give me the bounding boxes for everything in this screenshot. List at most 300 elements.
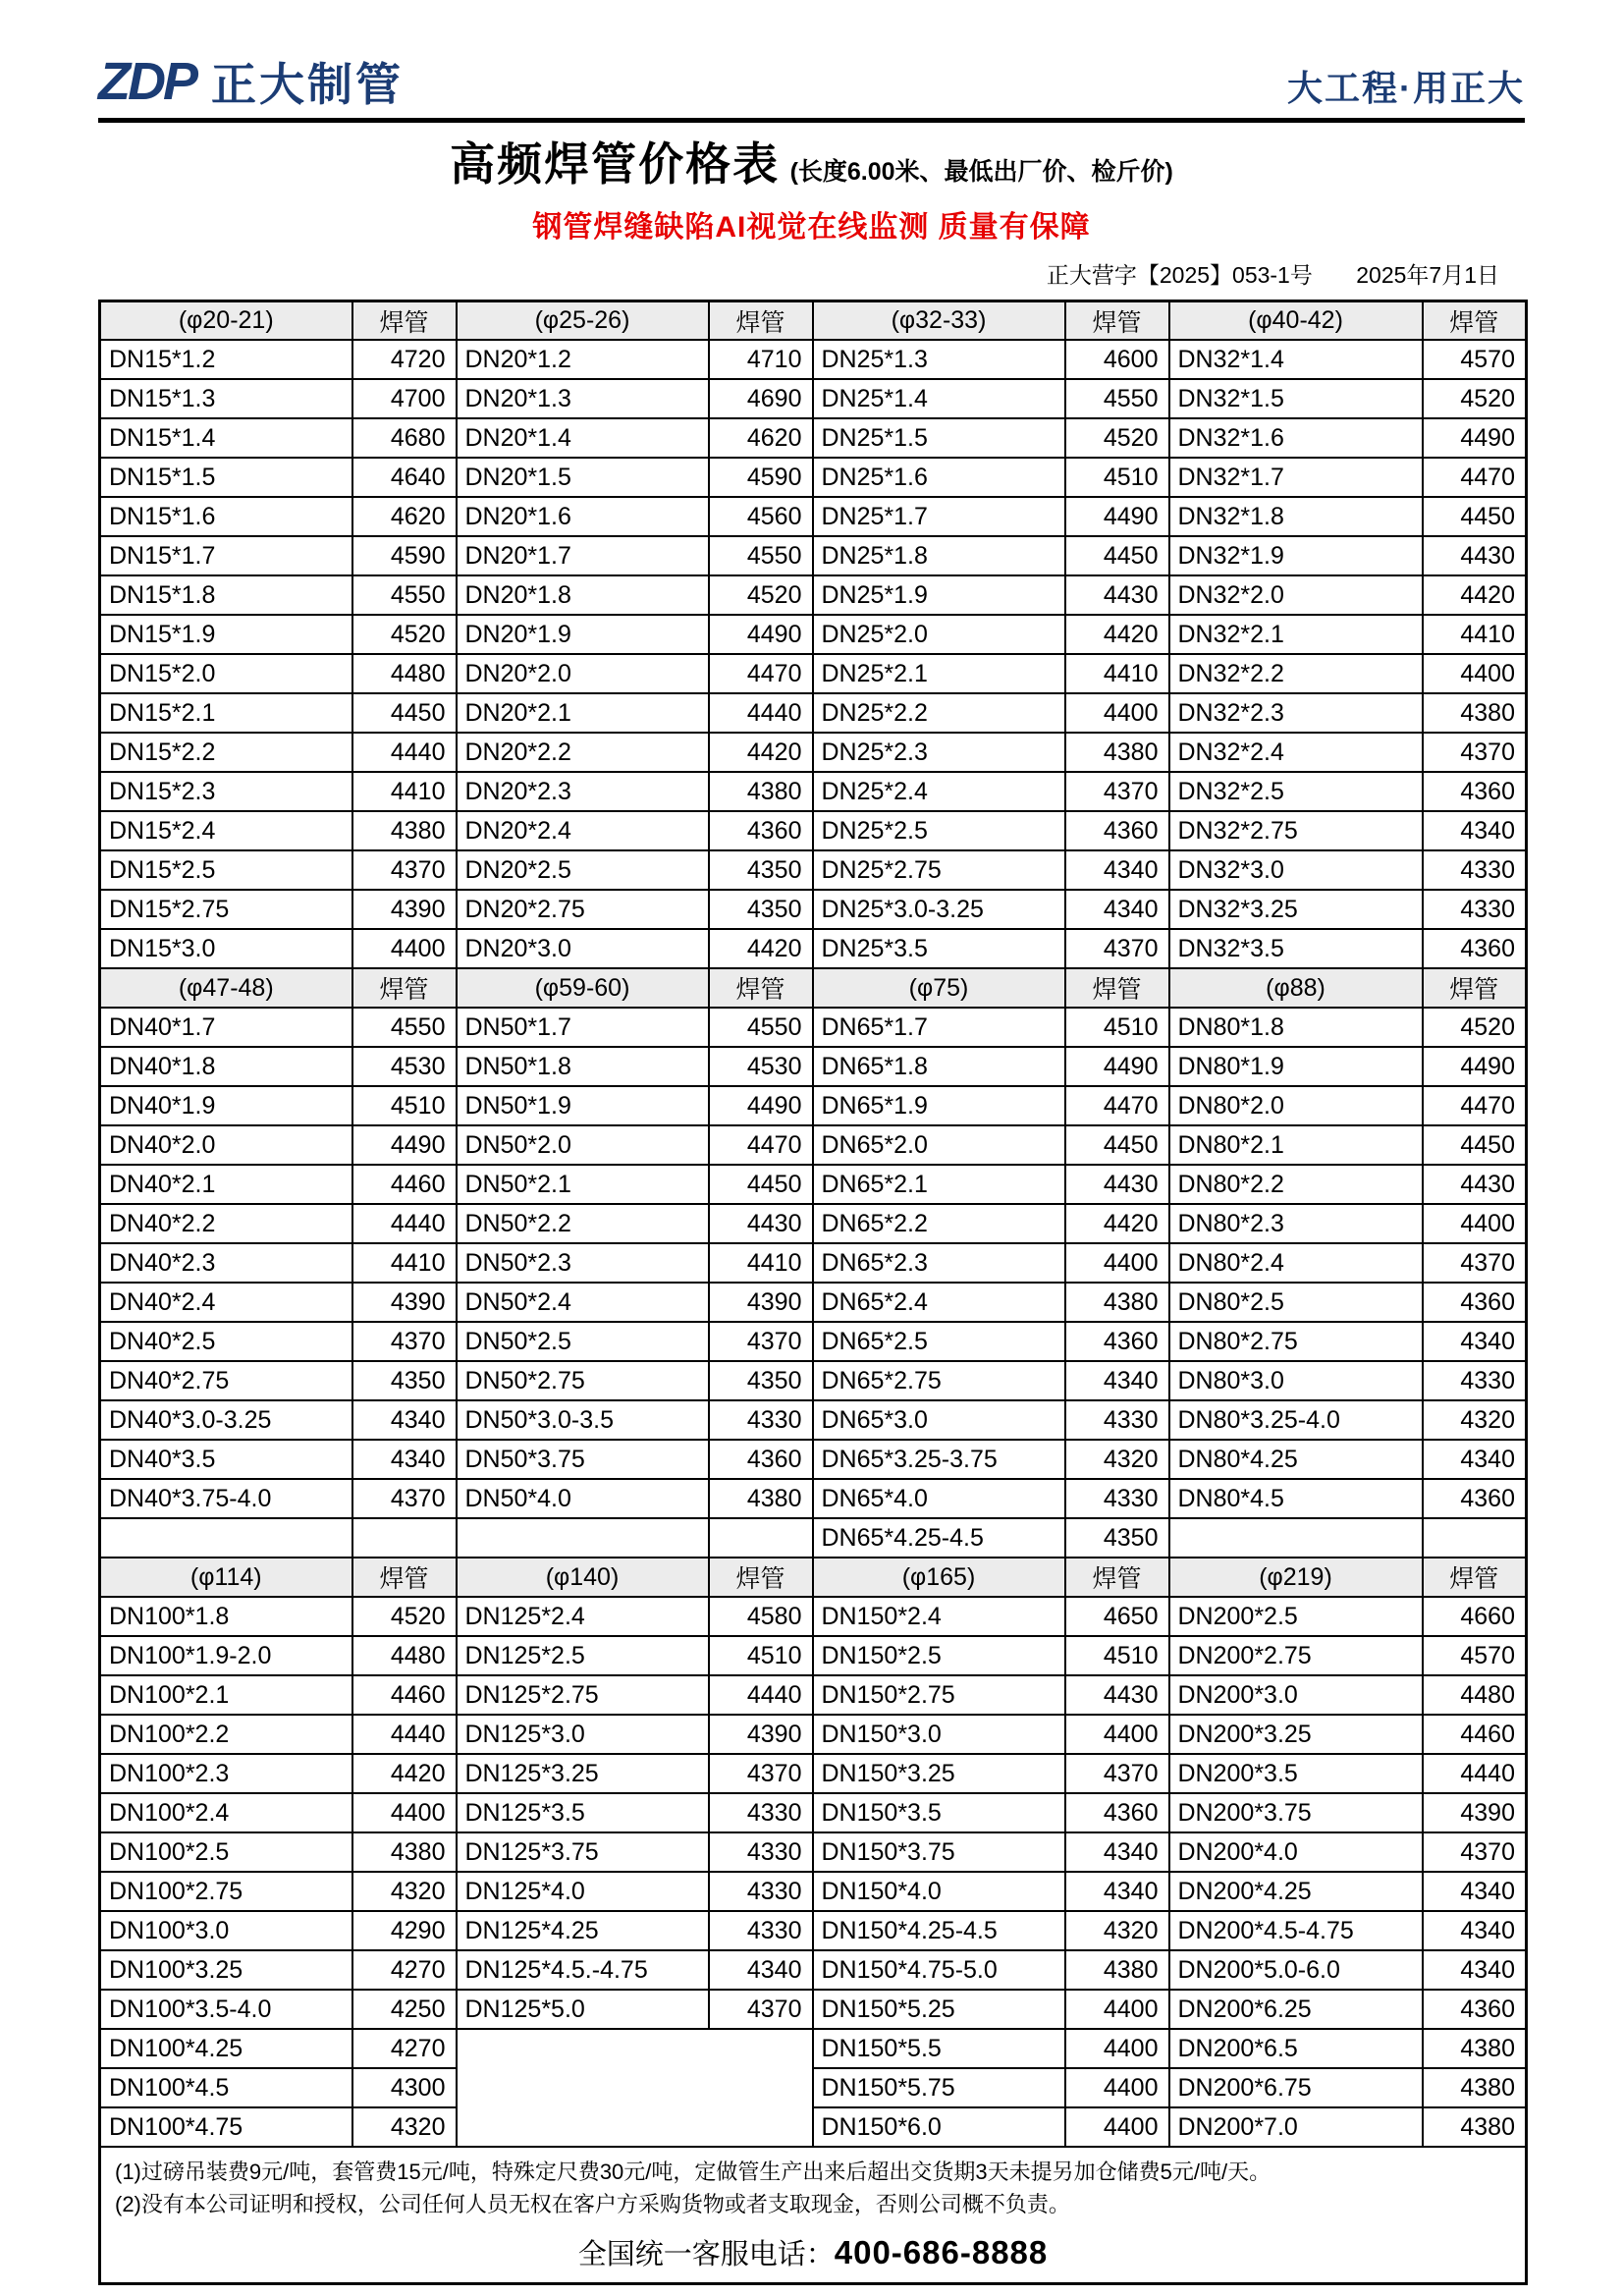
spec-cell: DN40*2.1 (100, 1165, 352, 1204)
price-row (100, 1165, 1527, 1204)
price-cell: 4340 (1065, 1872, 1169, 1911)
spec-cell (457, 2029, 813, 2147)
spec-cell: DN15*3.0 (100, 929, 352, 968)
diameter-group-header: (φ219) (1169, 1558, 1423, 1597)
price-table (98, 300, 1528, 2286)
spec-cell: DN20*2.75 (457, 890, 709, 929)
spec-cell: DN25*1.9 (813, 575, 1065, 615)
price-row (100, 615, 1527, 654)
spec-cell: DN150*5.75 (813, 2068, 1065, 2107)
price-cell: 4320 (1065, 1440, 1169, 1479)
price-cell: 4510 (352, 1086, 457, 1125)
spec-cell: DN100*2.3 (100, 1754, 352, 1793)
price-cell: 4380 (352, 1832, 457, 1872)
spec-cell: DN200*4.25 (1169, 1872, 1423, 1911)
spec-cell: DN15*2.75 (100, 890, 352, 929)
price-cell: 4340 (1065, 850, 1169, 890)
price-column-header: 焊管 (1423, 1558, 1527, 1597)
spec-cell: DN25*2.1 (813, 654, 1065, 693)
price-cell: 4520 (709, 575, 813, 615)
price-row (100, 1793, 1527, 1832)
spec-cell: DN100*4.25 (100, 2029, 352, 2068)
price-row (100, 1086, 1527, 1125)
spec-cell: DN150*3.75 (813, 1832, 1065, 1872)
price-cell: 4430 (1423, 536, 1527, 575)
spec-cell: DN200*3.0 (1169, 1675, 1423, 1715)
spec-cell: DN125*2.75 (457, 1675, 709, 1715)
price-cell: 4390 (352, 890, 457, 929)
price-cell: 4450 (709, 1165, 813, 1204)
price-cell: 4460 (352, 1675, 457, 1715)
price-cell: 4390 (709, 1283, 813, 1322)
price-cell: 4320 (352, 1872, 457, 1911)
spec-cell: DN65*3.0 (813, 1400, 1065, 1440)
price-row (100, 1283, 1527, 1322)
spec-cell: DN20*2.5 (457, 850, 709, 890)
price-cell: 4400 (1065, 2029, 1169, 2068)
spec-cell: DN20*1.4 (457, 418, 709, 458)
spec-cell: DN200*3.5 (1169, 1754, 1423, 1793)
price-cell: 4360 (1065, 1793, 1169, 1832)
spec-cell: DN100*4.75 (100, 2107, 352, 2147)
spec-cell: DN25*2.3 (813, 733, 1065, 772)
spec-cell: DN50*4.0 (457, 1479, 709, 1518)
price-cell: 4370 (1065, 929, 1169, 968)
price-cell: 4400 (1065, 1715, 1169, 1754)
price-column-header: 焊管 (1065, 1558, 1169, 1597)
spec-cell: DN32*1.5 (1169, 379, 1423, 418)
spec-cell: DN100*1.8 (100, 1597, 352, 1636)
spec-cell: DN15*1.3 (100, 379, 352, 418)
price-cell: 4690 (709, 379, 813, 418)
price-cell: 4400 (1065, 2068, 1169, 2107)
spec-cell: DN80*4.25 (1169, 1440, 1423, 1479)
price-cell: 4350 (709, 890, 813, 929)
price-table-body (100, 301, 1527, 2147)
spec-cell: DN32*2.3 (1169, 693, 1423, 733)
price-cell: 4460 (352, 1165, 457, 1204)
price-cell: 4590 (709, 458, 813, 497)
price-cell: 4490 (1065, 497, 1169, 536)
price-cell: 4720 (352, 340, 457, 379)
spec-cell: DN50*2.4 (457, 1283, 709, 1322)
price-row (100, 2107, 1527, 2147)
page-header (98, 35, 1525, 111)
price-column-header: 焊管 (709, 968, 813, 1008)
spec-cell: DN40*2.3 (100, 1243, 352, 1283)
price-cell: 4420 (1423, 575, 1527, 615)
price-cell: 4480 (1423, 1675, 1527, 1715)
price-cell: 4590 (352, 536, 457, 575)
price-row (100, 890, 1527, 929)
price-cell: 4370 (1423, 1243, 1527, 1283)
price-cell: 4360 (1423, 1479, 1527, 1518)
spec-cell: DN25*2.2 (813, 693, 1065, 733)
section-header-row (100, 1558, 1527, 1597)
price-cell: 4360 (1423, 929, 1527, 968)
price-cell: 4510 (1065, 1008, 1169, 1047)
page-title (98, 138, 1525, 191)
price-cell: 4620 (352, 497, 457, 536)
price-row (100, 1754, 1527, 1793)
price-cell: 4380 (1423, 693, 1527, 733)
spec-cell: DN50*2.3 (457, 1243, 709, 1283)
diameter-group-header: (φ40-42) (1169, 301, 1423, 340)
price-row (100, 1518, 1527, 1558)
spec-cell: DN65*2.3 (813, 1243, 1065, 1283)
price-cell: 4490 (1065, 1047, 1169, 1086)
spec-cell: DN20*1.9 (457, 615, 709, 654)
spec-cell: DN25*3.0-3.25 (813, 890, 1065, 929)
price-cell: 4450 (1423, 497, 1527, 536)
spec-cell: DN50*2.75 (457, 1361, 709, 1400)
price-cell: 4330 (709, 1911, 813, 1950)
spec-cell: DN80*1.8 (1169, 1008, 1423, 1047)
price-cell: 4370 (709, 1754, 813, 1793)
price-cell (352, 1518, 457, 1558)
price-cell: 4320 (1423, 1400, 1527, 1440)
price-cell: 4300 (352, 2068, 457, 2107)
price-column-header: 焊管 (1423, 968, 1527, 1008)
spec-cell: DN20*2.1 (457, 693, 709, 733)
price-cell: 4360 (1423, 1990, 1527, 2029)
price-cell: 4270 (352, 1950, 457, 1990)
price-cell: 4420 (1065, 615, 1169, 654)
spec-cell: DN150*3.0 (813, 1715, 1065, 1754)
spec-cell: DN40*2.5 (100, 1322, 352, 1361)
spec-cell: DN20*3.0 (457, 929, 709, 968)
spec-cell: DN32*1.6 (1169, 418, 1423, 458)
spec-cell: DN25*1.6 (813, 458, 1065, 497)
price-cell: 4560 (709, 497, 813, 536)
diameter-group-header: (φ114) (100, 1558, 352, 1597)
spec-cell: DN200*3.25 (1169, 1715, 1423, 1754)
spec-cell: DN100*4.5 (100, 2068, 352, 2107)
price-cell: 4410 (352, 1243, 457, 1283)
spec-cell: DN50*2.5 (457, 1322, 709, 1361)
spec-cell (457, 1518, 709, 1558)
price-cell: 4360 (709, 1440, 813, 1479)
spec-cell: DN32*1.4 (1169, 340, 1423, 379)
price-cell: 4340 (1423, 1911, 1527, 1950)
price-cell: 4600 (1065, 340, 1169, 379)
spec-cell: DN50*1.9 (457, 1086, 709, 1125)
price-cell: 4370 (352, 850, 457, 890)
spec-cell: DN65*2.5 (813, 1322, 1065, 1361)
price-cell: 4340 (1065, 890, 1169, 929)
price-cell: 4370 (352, 1479, 457, 1518)
price-cell: 4430 (1423, 1165, 1527, 1204)
price-cell: 4450 (352, 693, 457, 733)
spec-cell: DN125*4.5.-4.75 (457, 1950, 709, 1990)
spec-cell: DN15*2.5 (100, 850, 352, 890)
spec-cell: DN150*3.5 (813, 1793, 1065, 1832)
price-cell: 4440 (352, 1204, 457, 1243)
spec-cell: DN65*2.0 (813, 1125, 1065, 1165)
spec-cell: DN40*1.8 (100, 1047, 352, 1086)
price-cell: 4370 (709, 1990, 813, 2029)
price-cell: 4550 (709, 536, 813, 575)
spec-cell: DN40*2.4 (100, 1283, 352, 1322)
spec-cell: DN20*2.0 (457, 654, 709, 693)
price-row (100, 1204, 1527, 1243)
header-divider (98, 118, 1525, 123)
price-cell: 4550 (352, 575, 457, 615)
zdp-logo-icon: ZDP (98, 52, 195, 111)
spec-cell: DN25*1.4 (813, 379, 1065, 418)
price-cell: 4680 (352, 418, 457, 458)
spec-cell: DN100*2.1 (100, 1675, 352, 1715)
spec-cell: DN32*2.5 (1169, 772, 1423, 811)
spec-cell: DN100*1.9-2.0 (100, 1636, 352, 1675)
price-row (100, 1872, 1527, 1911)
price-cell: 4360 (1065, 1322, 1169, 1361)
spec-cell: DN25*1.7 (813, 497, 1065, 536)
price-row (100, 2068, 1527, 2107)
price-cell: 4360 (709, 811, 813, 850)
spec-cell: DN20*1.5 (457, 458, 709, 497)
price-cell: 4550 (709, 1008, 813, 1047)
diameter-group-header: (φ32-33) (813, 301, 1065, 340)
spec-cell: DN40*2.0 (100, 1125, 352, 1165)
spec-cell: DN65*2.2 (813, 1204, 1065, 1243)
spec-cell: DN40*2.2 (100, 1204, 352, 1243)
section-header-row (100, 301, 1527, 340)
spec-cell: DN15*1.6 (100, 497, 352, 536)
price-cell: 4420 (709, 929, 813, 968)
price-cell: 4480 (352, 654, 457, 693)
spec-cell (1169, 1518, 1423, 1558)
price-cell: 4570 (1423, 1636, 1527, 1675)
spec-cell: DN100*3.5-4.0 (100, 1990, 352, 2029)
price-cell: 4570 (1423, 340, 1527, 379)
price-cell: 4490 (709, 1086, 813, 1125)
spec-cell: DN32*2.75 (1169, 811, 1423, 850)
spec-cell: DN80*4.5 (1169, 1479, 1423, 1518)
price-cell: 4410 (709, 1243, 813, 1283)
company-logo (98, 52, 404, 111)
diameter-group-header: (φ47-48) (100, 968, 352, 1008)
spec-cell: DN80*2.0 (1169, 1086, 1423, 1125)
price-cell: 4360 (1423, 772, 1527, 811)
spec-cell: DN80*2.1 (1169, 1125, 1423, 1165)
price-row (100, 1597, 1527, 1636)
spec-cell: DN200*6.5 (1169, 2029, 1423, 2068)
price-cell: 4330 (1423, 850, 1527, 890)
notes-cell (100, 2147, 1527, 2284)
price-cell: 4620 (709, 418, 813, 458)
price-cell: 4450 (1065, 536, 1169, 575)
spec-cell: DN40*1.7 (100, 1008, 352, 1047)
price-cell: 4480 (352, 1636, 457, 1675)
spec-cell: DN65*2.75 (813, 1361, 1065, 1400)
price-cell: 4350 (352, 1361, 457, 1400)
price-cell: 4640 (352, 458, 457, 497)
price-cell: 4330 (1065, 1479, 1169, 1518)
price-cell: 4380 (709, 772, 813, 811)
spec-cell: DN150*3.25 (813, 1754, 1065, 1793)
spec-cell: DN65*1.8 (813, 1047, 1065, 1086)
price-cell: 4430 (1065, 1165, 1169, 1204)
spec-cell: DN32*2.2 (1169, 654, 1423, 693)
price-cell: 4340 (1065, 1832, 1169, 1872)
spec-cell: DN20*2.2 (457, 733, 709, 772)
spec-cell: DN25*2.0 (813, 615, 1065, 654)
price-cell: 4330 (709, 1832, 813, 1872)
spec-cell: DN200*7.0 (1169, 2107, 1423, 2147)
diameter-group-header: (φ140) (457, 1558, 709, 1597)
spec-cell: DN200*2.5 (1169, 1597, 1423, 1636)
price-cell: 4440 (1423, 1754, 1527, 1793)
spec-cell: DN150*2.75 (813, 1675, 1065, 1715)
price-cell: 4340 (352, 1440, 457, 1479)
price-row (100, 340, 1527, 379)
price-cell: 4350 (709, 850, 813, 890)
price-row (100, 1243, 1527, 1283)
price-cell: 4330 (709, 1400, 813, 1440)
spec-cell: DN15*2.1 (100, 693, 352, 733)
spec-cell: DN15*2.4 (100, 811, 352, 850)
price-row (100, 1400, 1527, 1440)
price-cell: 4510 (709, 1636, 813, 1675)
doc-number-line (98, 257, 1525, 290)
price-cell: 4470 (709, 654, 813, 693)
spec-cell: DN50*2.2 (457, 1204, 709, 1243)
price-cell: 4400 (1423, 654, 1527, 693)
price-column-header: 焊管 (709, 301, 813, 340)
diameter-group-header: (φ25-26) (457, 301, 709, 340)
spec-cell: DN32*2.1 (1169, 615, 1423, 654)
spec-cell: DN15*1.5 (100, 458, 352, 497)
spec-cell: DN20*1.8 (457, 575, 709, 615)
price-cell: 4440 (352, 733, 457, 772)
spec-cell: DN200*2.75 (1169, 1636, 1423, 1675)
spec-cell: DN200*6.75 (1169, 2068, 1423, 2107)
price-cell: 4390 (352, 1283, 457, 1322)
price-row (100, 1675, 1527, 1715)
price-cell: 4410 (1065, 654, 1169, 693)
spec-cell: DN125*5.0 (457, 1990, 709, 2029)
price-cell: 4340 (1423, 1872, 1527, 1911)
spec-cell: DN150*4.25-4.5 (813, 1911, 1065, 1950)
spec-cell: DN80*2.4 (1169, 1243, 1423, 1283)
spec-cell: DN80*3.0 (1169, 1361, 1423, 1400)
spec-cell: DN80*2.5 (1169, 1283, 1423, 1322)
spec-cell: DN25*2.75 (813, 850, 1065, 890)
price-cell: 4520 (1423, 1008, 1527, 1047)
spec-cell: DN65*3.25-3.75 (813, 1440, 1065, 1479)
price-row (100, 2029, 1527, 2068)
service-phone-label: 全国统一客服电话： (577, 2239, 835, 2271)
spec-cell: DN200*6.25 (1169, 1990, 1423, 2029)
price-row (100, 379, 1527, 418)
price-cell: 4380 (1065, 1283, 1169, 1322)
price-row (100, 1832, 1527, 1872)
price-cell: 4270 (352, 2029, 457, 2068)
price-cell: 4660 (1423, 1597, 1527, 1636)
spec-cell: DN125*3.25 (457, 1754, 709, 1793)
spec-cell: DN20*2.3 (457, 772, 709, 811)
spec-cell: DN32*3.25 (1169, 890, 1423, 929)
spec-cell: DN50*2.1 (457, 1165, 709, 1204)
spec-cell: DN100*2.4 (100, 1793, 352, 1832)
spec-cell: DN32*2.4 (1169, 733, 1423, 772)
price-cell: 4370 (352, 1322, 457, 1361)
price-cell: 4340 (709, 1950, 813, 1990)
price-cell: 4490 (1423, 1047, 1527, 1086)
price-cell: 4710 (709, 340, 813, 379)
spec-cell: DN125*2.5 (457, 1636, 709, 1675)
price-cell: 4530 (352, 1047, 457, 1086)
price-cell: 4330 (1065, 1400, 1169, 1440)
spec-cell: DN150*4.75-5.0 (813, 1950, 1065, 1990)
spec-cell: DN65*1.9 (813, 1086, 1065, 1125)
spec-cell: DN125*3.75 (457, 1832, 709, 1872)
price-cell: 4470 (1423, 458, 1527, 497)
spec-cell: DN25*1.8 (813, 536, 1065, 575)
section-header-row (100, 968, 1527, 1008)
spec-cell: DN65*2.4 (813, 1283, 1065, 1322)
spec-cell: DN50*1.7 (457, 1008, 709, 1047)
diameter-group-header: (φ59-60) (457, 968, 709, 1008)
price-cell: 4650 (1065, 1597, 1169, 1636)
diameter-group-header: (φ165) (813, 1558, 1065, 1597)
price-row (100, 1440, 1527, 1479)
price-cell: 4430 (709, 1204, 813, 1243)
spec-cell: DN15*1.2 (100, 340, 352, 379)
price-cell: 4330 (709, 1793, 813, 1832)
spec-cell: DN150*2.5 (813, 1636, 1065, 1675)
price-cell: 4470 (709, 1125, 813, 1165)
price-cell: 4450 (1423, 1125, 1527, 1165)
spec-cell: DN15*1.7 (100, 536, 352, 575)
price-row (100, 929, 1527, 968)
price-cell: 4420 (352, 1754, 457, 1793)
spec-cell: DN50*1.8 (457, 1047, 709, 1086)
spec-cell: DN80*3.25-4.0 (1169, 1400, 1423, 1440)
price-row (100, 1047, 1527, 1086)
price-column-header: 焊管 (1423, 301, 1527, 340)
price-cell: 4330 (1423, 1361, 1527, 1400)
spec-cell: DN32*1.7 (1169, 458, 1423, 497)
price-cell: 4360 (1423, 1283, 1527, 1322)
service-phone-number: 400-686-8888 (834, 2234, 1049, 2271)
price-cell: 4350 (1065, 1518, 1169, 1558)
price-cell: 4340 (1423, 1950, 1527, 1990)
spec-cell: DN40*3.75-4.0 (100, 1479, 352, 1518)
price-row (100, 1636, 1527, 1675)
spec-cell: DN125*2.4 (457, 1597, 709, 1636)
price-row (100, 458, 1527, 497)
spec-cell: DN50*3.0-3.5 (457, 1400, 709, 1440)
price-cell: 4510 (1065, 1636, 1169, 1675)
price-cell: 4380 (1423, 2029, 1527, 2068)
price-cell: 4370 (709, 1322, 813, 1361)
price-row (100, 1911, 1527, 1950)
price-cell: 4400 (352, 929, 457, 968)
spec-cell: DN125*3.5 (457, 1793, 709, 1832)
price-cell: 4400 (1065, 693, 1169, 733)
spec-cell: DN20*1.6 (457, 497, 709, 536)
spec-cell: DN100*3.0 (100, 1911, 352, 1950)
spec-cell: DN40*1.9 (100, 1086, 352, 1125)
price-cell: 4550 (1065, 379, 1169, 418)
table-footer (100, 2147, 1527, 2284)
price-cell: 4370 (1065, 1754, 1169, 1793)
price-cell: 4420 (709, 733, 813, 772)
spec-cell: DN65*1.7 (813, 1008, 1065, 1047)
spec-cell: DN80*2.75 (1169, 1322, 1423, 1361)
